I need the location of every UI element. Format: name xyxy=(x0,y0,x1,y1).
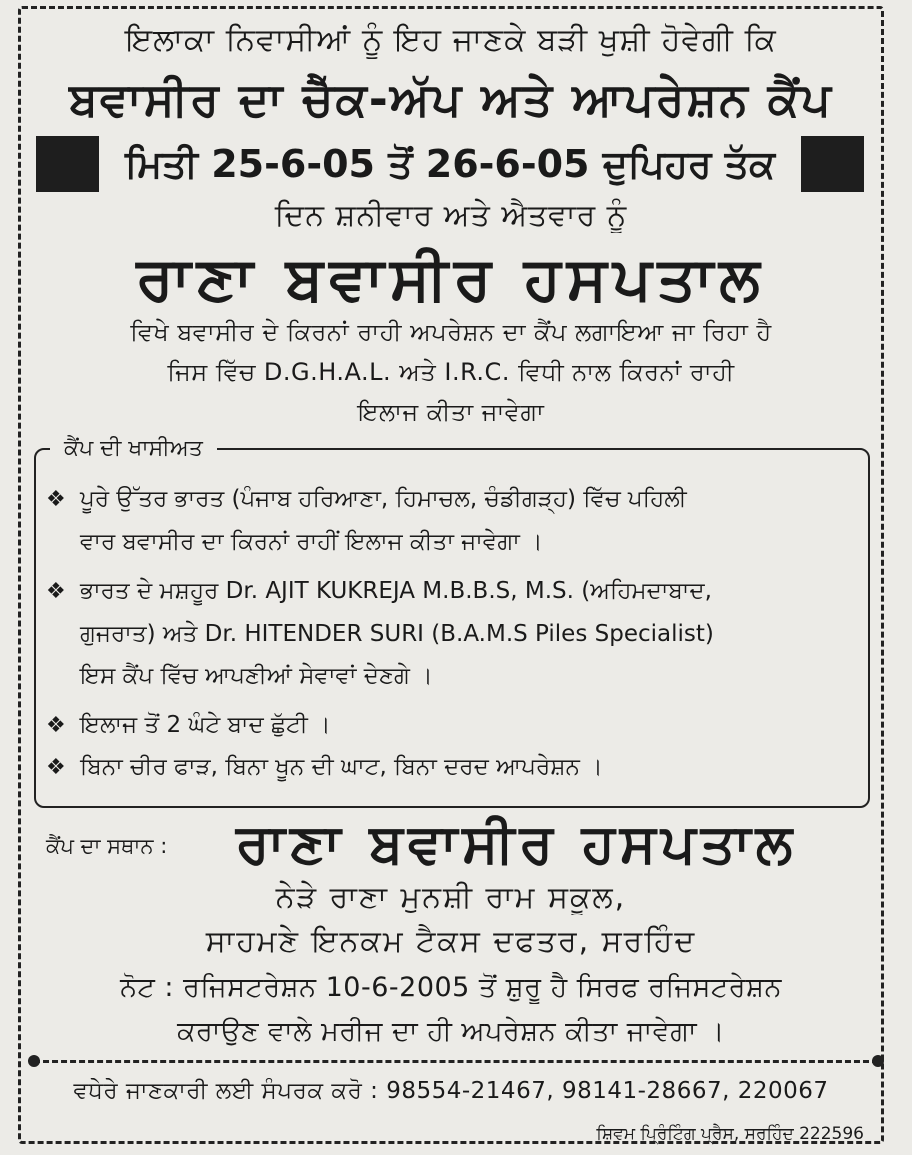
date-banner xyxy=(36,136,864,192)
feature-line: ਇਸ ਕੈਂਪ ਵਿੱਚ ਆਪਣੀਆਂ ਸੇਵਾਵਾਂ ਦੇਣਗੇ । xyxy=(80,663,433,689)
description-line-1: ਵਿਖੇ ਬਵਾਸੀਰ ਦੇ ਕਿਰਨਾਂ ਰਾਹੀ ਅਪਰੇਸ਼ਨ ਦਾ ਕੈਂਪ ਲਗਾਇਆ ਜਾ ਰਿਹਾ ਹੈ xyxy=(130,318,772,346)
features-title: ਕੈਂਪ ਦੀ ਖਾਸੀਅਤ xyxy=(50,436,217,461)
note-line-1: ਨੋਟ : ਰਜਿਸਟਰੇਸ਼ਨ 10-6-2005 ਤੋਂ ਸ਼ੁਰੂ ਹੈ ਸਿਰਫ ਰਜਿਸਟਰੇਸ਼ਨ xyxy=(120,972,782,1003)
contact-line: ਵਧੇਰੇ ਜਾਣਕਾਰੀ ਲਈ ਸੰਪਰਕ ਕਰੋ : 98554-21467, 98141-28667, 220067 xyxy=(73,1078,829,1104)
feature-line: ਇਲਾਜ ਤੋਂ 2 ਘੰਟੇ ਬਾਦ ਛੁੱਟੀ । xyxy=(80,712,331,738)
divider-dot xyxy=(872,1055,884,1067)
divider xyxy=(34,1060,878,1063)
feature-line: ਗੁਜਰਾਤ) ਅਤੇ Dr. HITENDER SURI (B.A.M.S Piles Specialist) xyxy=(80,621,714,647)
divider-dot xyxy=(28,1055,40,1067)
diamond-bullet-icon: ❖ xyxy=(46,755,66,780)
feature-item xyxy=(46,570,866,697)
camp-title: ਬਵਾਸੀਰ ਦਾ ਚੈੱਕ-ਅੱਪ ਅਤੇ ਆਪਰੇਸ਼ਨ ਕੈਂਪ xyxy=(69,72,833,126)
diamond-bullet-icon: ❖ xyxy=(46,487,66,512)
address-line-1: ਨੇੜੇ ਰਾਣਾ ਮੁਨਸ਼ੀ ਰਾਮ ਸਕੂਲ, xyxy=(275,880,627,915)
address-line-2: ਸਾਹਮਣੇ ਇਨਕਮ ਟੈਕਸ ਦਫਤਰ, ਸਰਹਿੰਦ xyxy=(205,924,697,959)
feature-line: ਬਿਨਾ ਚੀਰ ਫਾੜ, ਬਿਨਾ ਖੂਨ ਦੀ ਘਾਟ, ਬਿਨਾ ਦਰਦ ਆਪਰੇਸ਼ਨ । xyxy=(80,754,603,780)
feature-line: ਪੂਰੇ ਉੱਤਰ ਭਾਰਤ (ਪੰਜਾਬ ਹਰਿਆਣਾ, ਹਿਮਾਚਲ, ਚੰਡੀਗੜ੍ਹ) ਵਿੱਚ ਪਹਿਲੀ xyxy=(80,486,687,512)
feature-item xyxy=(46,478,866,563)
date-line: ਮਿਤੀ 25-6-05 ਤੋਂ 26-6-05 ਦੁਪਿਹਰ ਤੱਕ xyxy=(99,136,801,192)
note-line-2: ਕਰਾਉਣ ਵਾਲੇ ਮਰੀਜ ਦਾ ਹੀ ਅਪਰੇਸ਼ਨ ਕੀਤਾ ਜਾਵੇਗਾ । xyxy=(177,1016,725,1047)
description-line-2: ਜਿਸ ਵਿੱਚ D.G.H.A.L. ਅਤੇ I.R.C. ਵਿਧੀ ਨਾਲ ਕਿਰਨਾਂ ਰਾਹੀ xyxy=(167,358,735,386)
diamond-bullet-icon: ❖ xyxy=(46,713,66,738)
location-label: ਕੈਂਪ ਦਾ ਸਥਾਨ : xyxy=(46,834,168,858)
feature-item xyxy=(46,746,866,789)
description-line-3: ਇਲਾਜ ਕੀਤਾ ਜਾਵੇਗਾ xyxy=(357,398,545,426)
printing-press-credit: ਸ਼ਿਵਮ ਪ੍ਰਿੰਟਿੰਗ ਪ੍ਰੈਸ, ਸਰਹਿੰਦ 222596 xyxy=(596,1124,864,1144)
intro-text: ਇਲਾਕਾ ਨਿਵਾਸੀਆਂ ਨੂੰ ਇਹ ਜਾਣਕੇ ਬੜੀ ਖੁਸ਼ੀ ਹੋਵੇਗੀ ਕਿ xyxy=(125,22,777,58)
hospital-name-heading: ਰਾਣਾ ਬਵਾਸੀਰ ਹਸਪਤਾਲ xyxy=(136,244,766,314)
location-hospital-name: ਰਾਣਾ ਬਵਾਸੀਰ ਹਸਪਤਾਲ xyxy=(236,812,798,875)
feature-line: ਵਾਰ ਬਵਾਸੀਰ ਦਾ ਕਿਰਨਾਂ ਰਾਹੀਂ ਇਲਾਜ ਕੀਤਾ ਜਾਵੇਗਾ । xyxy=(80,529,543,555)
days-text: ਦਿਨ ਸ਼ਨੀਵਾਰ ਅਤੇ ਐਤਵਾਰ ਨੂੰ xyxy=(274,198,628,233)
feature-item xyxy=(46,704,866,747)
diamond-bullet-icon: ❖ xyxy=(46,579,66,604)
feature-line: ਭਾਰਤ ਦੇ ਮਸ਼ਹੂਰ Dr. AJIT KUKREJA M.B.B.S, M.S. (ਅਹਿਮਦਾਬਾਦ, xyxy=(80,578,712,604)
